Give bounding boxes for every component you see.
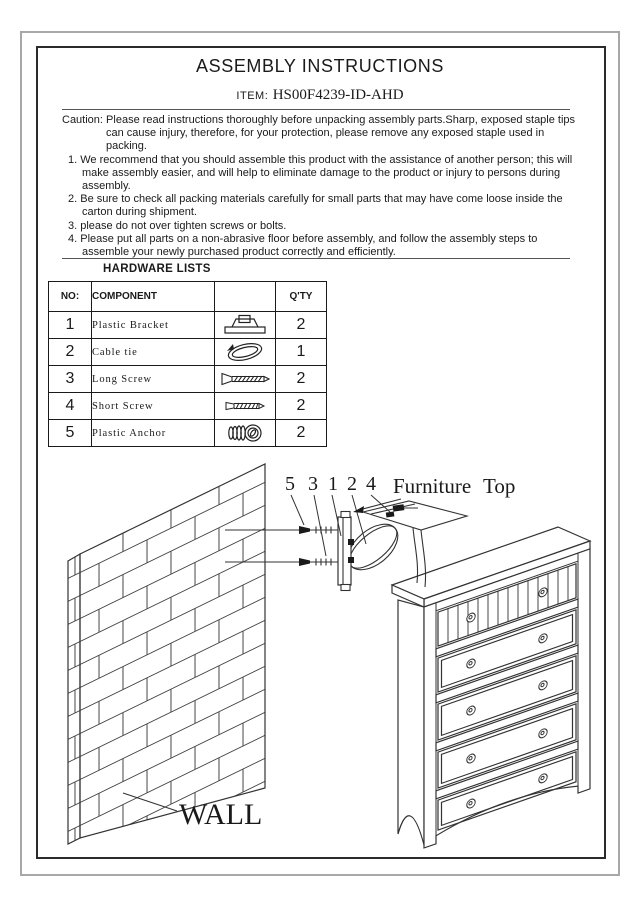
callout-3: 3: [308, 473, 318, 495]
part-icon-cell: [215, 312, 276, 339]
col-header-no: NO:: [49, 282, 92, 312]
callout-5: 5: [285, 473, 295, 495]
instruction-text: Be sure to check all packing materials carefully for small parts that may have come loose inside the carton during shipment.: [80, 193, 563, 219]
part-callout-numbers: [285, 473, 376, 495]
callout-2: 2: [347, 473, 357, 495]
part-icon-cell: [215, 420, 276, 447]
part-number: 1: [49, 312, 92, 339]
chest-side-panel: [398, 600, 424, 845]
table-row: [49, 339, 327, 366]
part-number: 2: [49, 339, 92, 366]
chest-drawing: [392, 527, 590, 848]
instruction-number: 3.: [68, 219, 78, 232]
brick-wall-drawing: [68, 464, 265, 844]
instruction-list: [68, 154, 587, 260]
part-name: Long Screw: [92, 366, 215, 393]
instruction-text: Please put all parts on a non-abrasive floor before assembly, and follow the assembly steps to assemble your newly purchased product correctly and efficiently.: [80, 232, 538, 259]
table-row: [49, 312, 327, 339]
short-screw-icon: [223, 399, 267, 413]
plastic-bracket-icon: [222, 314, 268, 336]
instruction-item: [68, 154, 587, 194]
wall-anchor-bottom: [299, 558, 310, 566]
part-qty: 2: [276, 312, 327, 339]
hardware-table: [48, 281, 327, 447]
callout-4: 4: [366, 473, 376, 495]
instructions-block: [62, 114, 587, 259]
wall-anchoring-diagram: [37, 455, 603, 855]
instruction-item: [68, 233, 587, 259]
part-name: Cable tie: [92, 339, 215, 366]
col-header-icon: [215, 282, 276, 312]
part-qty: 2: [276, 420, 327, 447]
part-icon-cell: [215, 393, 276, 420]
furniture-top-label: Furniture Top: [393, 474, 516, 498]
part-icon-cell: [215, 366, 276, 393]
instruction-number: 2.: [68, 193, 78, 206]
part-qty: 1: [276, 339, 327, 366]
instruction-number: 1.: [68, 153, 78, 166]
part-number: 4: [49, 393, 92, 420]
instruction-text: please do not over tighten screws or bolts.: [80, 219, 287, 232]
callout-1: 1: [328, 473, 338, 495]
long-screw-top: [310, 527, 339, 534]
instruction-item: [68, 220, 587, 233]
table-row: [49, 393, 327, 420]
caution-label: Caution:: [62, 114, 103, 126]
col-header-qty: Q'TY: [276, 282, 327, 312]
instruction-item: [68, 193, 587, 219]
plastic-anchor-icon: [226, 423, 264, 443]
cable-tie-icon: [223, 341, 267, 363]
wall-anchor-top: [299, 526, 310, 534]
caution-paragraph: [62, 114, 587, 154]
caution-text: Please read instructions thoroughly before unpacking assembly parts.Sharp, exposed staple tips can cause injury, therefore, for your protection, please remove any exposed staple used in packing.: [106, 114, 576, 153]
wall-bracket: [338, 517, 351, 585]
page-title: ASSEMBLY INSTRUCTIONS: [196, 56, 444, 76]
hardware-lists-heading: HARDWARE LISTS: [103, 263, 211, 275]
part-number: 3: [49, 366, 92, 393]
item-code: HS00F4239-ID-AHD: [272, 87, 404, 103]
part-qty: 2: [276, 393, 327, 420]
table-row: [49, 420, 327, 447]
divider-hardware: [62, 258, 570, 259]
part-name: Short Screw: [92, 393, 215, 420]
col-header-component: COMPONENT: [92, 282, 215, 312]
part-name: Plastic Bracket: [92, 312, 215, 339]
part-number: 5: [49, 420, 92, 447]
instruction-number: 4.: [68, 232, 78, 245]
part-name: Plastic Anchor: [92, 420, 215, 447]
instruction-text: We recommend that you should assemble this product with the assistance of another person; this will make assembly easier, and will help to eliminate damage to the product or injury to persons during assembly.: [80, 153, 573, 193]
hardware-header-row: [49, 282, 327, 312]
divider-top: [62, 109, 570, 110]
item-line: [0, 86, 640, 104]
wall-label: WALL: [179, 798, 263, 831]
table-row: [49, 366, 327, 393]
part-icon-cell: [215, 339, 276, 366]
long-screw-bottom: [310, 559, 339, 566]
item-label: ITEM:: [236, 90, 269, 102]
long-screw-icon: [219, 371, 271, 387]
part-qty: 2: [276, 366, 327, 393]
